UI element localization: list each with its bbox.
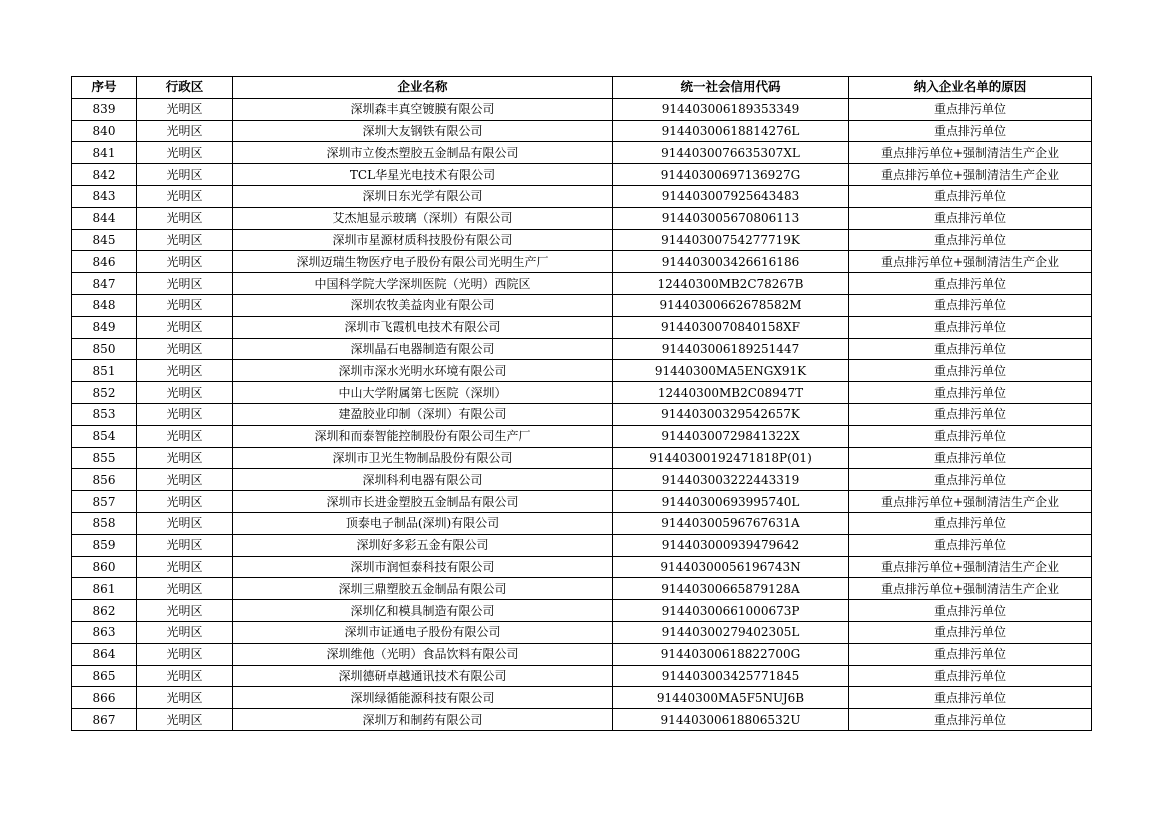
cell-reason: 重点排污单位 [849, 98, 1092, 120]
table-row [72, 469, 1092, 491]
cell-company-name: 深圳三鼎塑胶五金制品有限公司 [233, 578, 613, 600]
cell-district: 光明区 [137, 360, 233, 382]
cell-company-name: 深圳市立俊杰塑胶五金制品有限公司 [233, 142, 613, 164]
table-row [72, 447, 1092, 469]
cell-reason: 重点排污单位 [849, 316, 1092, 338]
cell-credit-code: 91440300697136927G [613, 164, 849, 186]
cell-serial: 843 [72, 185, 137, 207]
table-row [72, 709, 1092, 731]
cell-credit-code: 12440300MB2C08947T [613, 382, 849, 404]
cell-credit-code: 91440300279402305L [613, 621, 849, 643]
cell-district: 光明区 [137, 621, 233, 643]
cell-company-name: 深圳亿和模具制造有限公司 [233, 600, 613, 622]
cell-credit-code: 91440300665879128A [613, 578, 849, 600]
enterprise-table [71, 76, 1092, 731]
cell-reason: 重点排污单位 [849, 360, 1092, 382]
cell-company-name: 深圳农牧美益肉业有限公司 [233, 294, 613, 316]
cell-reason: 重点排污单位+强制清洁生产企业 [849, 491, 1092, 513]
cell-reason: 重点排污单位 [849, 709, 1092, 731]
cell-district: 光明区 [137, 447, 233, 469]
cell-credit-code: 914403000939479642 [613, 534, 849, 556]
cell-company-name: 中山大学附属第七医院（深圳） [233, 382, 613, 404]
cell-serial: 845 [72, 229, 137, 251]
table-row [72, 98, 1092, 120]
cell-district: 光明区 [137, 273, 233, 295]
cell-reason: 重点排污单位 [849, 185, 1092, 207]
cell-company-name: 深圳好多彩五金有限公司 [233, 534, 613, 556]
header-reason: 纳入企业名单的原因 [849, 77, 1092, 99]
cell-company-name: 深圳市星源材质科技股份有限公司 [233, 229, 613, 251]
cell-serial: 842 [72, 164, 137, 186]
cell-credit-code: 91440300MA5ENGX91K [613, 360, 849, 382]
cell-reason: 重点排污单位 [849, 207, 1092, 229]
cell-credit-code: 91440300618814276L [613, 120, 849, 142]
cell-credit-code: 914403005670806113 [613, 207, 849, 229]
cell-reason: 重点排污单位 [849, 382, 1092, 404]
cell-credit-code: 914403007925643483 [613, 185, 849, 207]
cell-district: 光明区 [137, 164, 233, 186]
cell-district: 光明区 [137, 316, 233, 338]
cell-district: 光明区 [137, 251, 233, 273]
cell-reason: 重点排污单位 [849, 665, 1092, 687]
cell-company-name: 深圳市证通电子股份有限公司 [233, 621, 613, 643]
cell-credit-code: 12440300MB2C78267B [613, 273, 849, 295]
table-row [72, 578, 1092, 600]
cell-serial: 844 [72, 207, 137, 229]
cell-company-name: 顶泰电子制品(深圳)有限公司 [233, 512, 613, 534]
cell-reason: 重点排污单位+强制清洁生产企业 [849, 578, 1092, 600]
cell-company-name: 深圳万和制药有限公司 [233, 709, 613, 731]
table-row [72, 316, 1092, 338]
cell-reason: 重点排污单位 [849, 229, 1092, 251]
cell-serial: 839 [72, 98, 137, 120]
cell-company-name: 深圳晶石电器制造有限公司 [233, 338, 613, 360]
cell-company-name: 深圳市飞霞机电技术有限公司 [233, 316, 613, 338]
cell-serial: 846 [72, 251, 137, 273]
cell-district: 光明区 [137, 643, 233, 665]
table-row [72, 229, 1092, 251]
cell-reason: 重点排污单位 [849, 273, 1092, 295]
table-row [72, 600, 1092, 622]
cell-district: 光明区 [137, 665, 233, 687]
cell-serial: 853 [72, 403, 137, 425]
cell-district: 光明区 [137, 512, 233, 534]
cell-reason: 重点排污单位 [849, 120, 1092, 142]
cell-credit-code: 91440300329542657K [613, 403, 849, 425]
cell-district: 光明区 [137, 425, 233, 447]
cell-credit-code: 914403006189251447 [613, 338, 849, 360]
cell-company-name: 中国科学院大学深圳医院（光明）西院区 [233, 273, 613, 295]
cell-company-name: 艾杰旭显示玻璃（深圳）有限公司 [233, 207, 613, 229]
cell-district: 光明区 [137, 229, 233, 251]
cell-reason: 重点排污单位+强制清洁生产企业 [849, 164, 1092, 186]
cell-serial: 866 [72, 687, 137, 709]
cell-credit-code: 9144030070840158XF [613, 316, 849, 338]
cell-reason: 重点排污单位 [849, 600, 1092, 622]
cell-company-name: 深圳森丰真空镀膜有限公司 [233, 98, 613, 120]
cell-credit-code: 91440300MA5F5NUJ6B [613, 687, 849, 709]
cell-company-name: 深圳市润恒泰科技有限公司 [233, 556, 613, 578]
table-row [72, 251, 1092, 273]
table-header [72, 77, 1092, 99]
cell-reason: 重点排污单位 [849, 687, 1092, 709]
cell-credit-code: 91440300056196743N [613, 556, 849, 578]
cell-reason: 重点排污单位 [849, 425, 1092, 447]
cell-district: 光明区 [137, 338, 233, 360]
cell-company-name: 深圳日东光学有限公司 [233, 185, 613, 207]
cell-credit-code: 91440300618806532U [613, 709, 849, 731]
cell-company-name: 深圳迈瑞生物医疗电子股份有限公司光明生产厂 [233, 251, 613, 273]
cell-district: 光明区 [137, 98, 233, 120]
header-district: 行政区 [137, 77, 233, 99]
cell-district: 光明区 [137, 142, 233, 164]
cell-serial: 840 [72, 120, 137, 142]
cell-district: 光明区 [137, 403, 233, 425]
cell-district: 光明区 [137, 120, 233, 142]
cell-reason: 重点排污单位+强制清洁生产企业 [849, 142, 1092, 164]
cell-credit-code: 91440300596767631A [613, 512, 849, 534]
cell-district: 光明区 [137, 382, 233, 404]
table-row [72, 687, 1092, 709]
cell-company-name: 深圳市长进金塑胶五金制品有限公司 [233, 491, 613, 513]
table-row [72, 512, 1092, 534]
cell-serial: 849 [72, 316, 137, 338]
cell-serial: 854 [72, 425, 137, 447]
cell-serial: 857 [72, 491, 137, 513]
cell-company-name: 深圳市深水光明水环境有限公司 [233, 360, 613, 382]
header-credit-code: 统一社会信用代码 [613, 77, 849, 99]
cell-serial: 860 [72, 556, 137, 578]
cell-company-name: 深圳和而泰智能控制股份有限公司生产厂 [233, 425, 613, 447]
cell-serial: 862 [72, 600, 137, 622]
cell-credit-code: 914403003426616186 [613, 251, 849, 273]
cell-reason: 重点排污单位 [849, 534, 1092, 556]
cell-serial: 850 [72, 338, 137, 360]
cell-serial: 856 [72, 469, 137, 491]
cell-credit-code: 914403003222443319 [613, 469, 849, 491]
cell-serial: 861 [72, 578, 137, 600]
cell-serial: 864 [72, 643, 137, 665]
table-row [72, 403, 1092, 425]
cell-credit-code: 9144030076635307XL [613, 142, 849, 164]
table-row [72, 621, 1092, 643]
table-row [72, 164, 1092, 186]
cell-reason: 重点排污单位 [849, 469, 1092, 491]
cell-company-name: 建盈胶业印制（深圳）有限公司 [233, 403, 613, 425]
cell-company-name: 深圳大友钢铁有限公司 [233, 120, 613, 142]
cell-district: 光明区 [137, 687, 233, 709]
cell-serial: 841 [72, 142, 137, 164]
cell-serial: 847 [72, 273, 137, 295]
cell-serial: 865 [72, 665, 137, 687]
cell-reason: 重点排污单位 [849, 643, 1092, 665]
table-row [72, 534, 1092, 556]
cell-credit-code: 91440300192471818P(01) [613, 447, 849, 469]
cell-credit-code: 91440300729841322X [613, 425, 849, 447]
cell-company-name: 深圳维他（光明）食品饮料有限公司 [233, 643, 613, 665]
cell-reason: 重点排污单位+强制清洁生产企业 [849, 251, 1092, 273]
cell-credit-code: 91440300754277719K [613, 229, 849, 251]
table-row [72, 665, 1092, 687]
cell-serial: 855 [72, 447, 137, 469]
cell-district: 光明区 [137, 294, 233, 316]
cell-district: 光明区 [137, 578, 233, 600]
cell-district: 光明区 [137, 600, 233, 622]
cell-serial: 863 [72, 621, 137, 643]
table-row [72, 273, 1092, 295]
cell-reason: 重点排污单位 [849, 621, 1092, 643]
cell-credit-code: 91440300618822700G [613, 643, 849, 665]
header-serial: 序号 [72, 77, 137, 99]
table-row [72, 425, 1092, 447]
cell-company-name: 深圳市卫光生物制品股份有限公司 [233, 447, 613, 469]
cell-serial: 858 [72, 512, 137, 534]
cell-reason: 重点排污单位 [849, 447, 1092, 469]
cell-serial: 852 [72, 382, 137, 404]
cell-reason: 重点排污单位+强制清洁生产企业 [849, 556, 1092, 578]
cell-district: 光明区 [137, 491, 233, 513]
cell-serial: 859 [72, 534, 137, 556]
cell-reason: 重点排污单位 [849, 294, 1092, 316]
cell-district: 光明区 [137, 534, 233, 556]
cell-credit-code: 91440300693995740L [613, 491, 849, 513]
header-company-name: 企业名称 [233, 77, 613, 99]
cell-district: 光明区 [137, 469, 233, 491]
cell-credit-code: 91440300661000673P [613, 600, 849, 622]
table-row [72, 120, 1092, 142]
cell-company-name: 深圳科利电器有限公司 [233, 469, 613, 491]
cell-district: 光明区 [137, 207, 233, 229]
cell-serial: 851 [72, 360, 137, 382]
header-row [72, 77, 1092, 99]
cell-district: 光明区 [137, 709, 233, 731]
table-row [72, 207, 1092, 229]
table-row [72, 382, 1092, 404]
cell-company-name: 深圳绿循能源科技有限公司 [233, 687, 613, 709]
cell-reason: 重点排污单位 [849, 403, 1092, 425]
cell-district: 光明区 [137, 556, 233, 578]
table-row [72, 491, 1092, 513]
cell-district: 光明区 [137, 185, 233, 207]
table-row [72, 643, 1092, 665]
cell-credit-code: 914403006189353349 [613, 98, 849, 120]
cell-credit-code: 91440300662678582M [613, 294, 849, 316]
table-body [72, 98, 1092, 730]
table-row [72, 360, 1092, 382]
cell-credit-code: 914403003425771845 [613, 665, 849, 687]
cell-company-name: TCL华星光电技术有限公司 [233, 164, 613, 186]
table-row [72, 556, 1092, 578]
table-row [72, 294, 1092, 316]
cell-reason: 重点排污单位 [849, 512, 1092, 534]
cell-serial: 848 [72, 294, 137, 316]
table-row [72, 185, 1092, 207]
cell-reason: 重点排污单位 [849, 338, 1092, 360]
table-row [72, 338, 1092, 360]
cell-company-name: 深圳德研卓越通讯技术有限公司 [233, 665, 613, 687]
table-row [72, 142, 1092, 164]
cell-serial: 867 [72, 709, 137, 731]
